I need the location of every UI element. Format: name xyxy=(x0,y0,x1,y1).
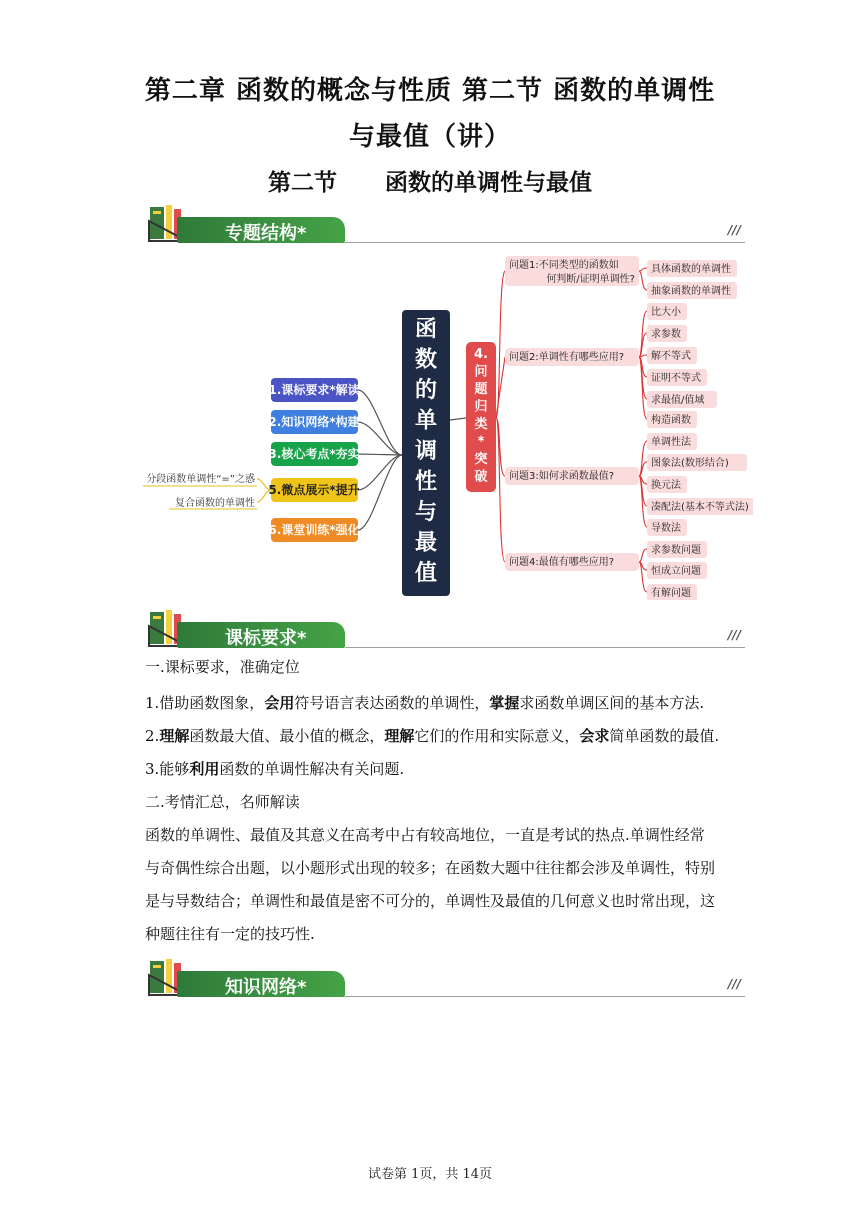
standard-item-1: 1.借助函数图象，会用符号语言表达函数的单调性，掌握求函数单调区间的基本方法. xyxy=(145,694,705,712)
banner-label: 专题结构* xyxy=(225,223,307,244)
section-banner-structure xyxy=(145,203,745,243)
mindmap-leaf-label: 抽象函数的单调性 xyxy=(651,286,731,297)
mindmap-left-node-label: 3.核心考点*夯实 xyxy=(268,447,360,461)
mindmap-left-node-label: 5.微点展示*提升 xyxy=(268,483,360,497)
mindmap-leaf-label: 换元法 xyxy=(651,480,681,491)
mindmap-leaf-label: 单调性法 xyxy=(651,437,691,448)
standards-heading: 一.课标要求，准确定位 xyxy=(145,658,300,676)
mindmap-question-label: 问题2:单调性有哪些应用? xyxy=(509,352,625,363)
mindmap-node-4-char: 问 xyxy=(474,364,488,380)
analysis-line-3: 是与导数结合；单调性和最值是密不可分的，单调性及最值的几何意义也时常出现，这 xyxy=(145,892,716,910)
banner-slashes: /// xyxy=(727,977,741,991)
mindmap-leaf-label: 构造函数 xyxy=(651,415,691,426)
section-banner-standards xyxy=(145,608,745,648)
mindmap-left-leaf: 复合函数的单调性 xyxy=(175,498,255,509)
mindmap-question-label: 问题4:最值有哪些应用? xyxy=(509,557,615,568)
mindmap-leaf-label: 证明不等式 xyxy=(651,373,701,384)
mindmap-leaf-label: 解不等式 xyxy=(651,351,691,362)
mindmap-leaf-label: 恒成立问题 xyxy=(651,566,701,577)
mindmap-node-4-char: 4. xyxy=(474,347,488,362)
mindmap-center-char: 与 xyxy=(414,500,438,525)
mindmap-center-char: 函 xyxy=(414,317,438,342)
mindmap-leaf-label: 凑配法(基本不等式法) xyxy=(651,502,749,513)
analysis-heading: 二.考情汇总，名师解读 xyxy=(145,793,300,811)
analysis-line-4: 种题往往有一定的技巧性. xyxy=(145,925,315,943)
banner-slashes: /// xyxy=(727,628,741,642)
mindmap-question-label: 问题1:不同类型的函数如 xyxy=(509,260,619,271)
mindmap-node-4-char: 类 xyxy=(474,417,488,432)
section-banner-network xyxy=(145,957,745,997)
mindmap-question-label: 问题3:如何求函数最值? xyxy=(509,471,615,482)
analysis-line-1: 函数的单调性、最值及其意义在高考中占有较高地位，一直是考试的热点.单调性经常 xyxy=(145,826,705,844)
mindmap-left-leaf: 分段函数单调性“=”之惑 xyxy=(146,474,255,485)
mindmap-node-4-char: 题 xyxy=(474,382,488,397)
doc-title-line-2: 与最值（讲） xyxy=(348,122,511,152)
mindmap-center-char: 值 xyxy=(414,561,438,586)
mindmap-question-label: 何判断/证明单调性? xyxy=(546,274,635,285)
mindmap-center-char: 最 xyxy=(414,530,438,556)
mindmap-left-node-label: 6.课堂训练*强化 xyxy=(268,523,360,537)
mindmap-left-node-label: 1.课标要求*解读 xyxy=(268,383,360,397)
mindmap-leaf-label: 具体函数的单调性 xyxy=(651,264,731,275)
mindmap-center-char: 调 xyxy=(414,439,438,464)
standard-item-2: 2.理解函数最大值、最小值的概念，理解它们的作用和实际意义，会求简单函数的最值. xyxy=(145,727,720,745)
mindmap-left-node-label: 2.知识网络*构建 xyxy=(268,415,360,429)
banner-slashes: /// xyxy=(727,223,741,237)
mindmap-center-char: 性 xyxy=(414,469,438,495)
mindmap-node-4-char: * xyxy=(477,434,485,450)
page-footer: 试卷第 1页，共 14页 xyxy=(367,1167,493,1182)
banner-label: 课标要求* xyxy=(225,628,307,649)
mindmap-node-4-char: 突 xyxy=(474,452,488,467)
mindmap-leaf-label: 导数法 xyxy=(651,523,681,534)
doc-title-line-1: 第二章 函数的概念与性质 第二节 函数的单调性 xyxy=(144,76,716,106)
mindmap-leaf-label: 比大小 xyxy=(651,307,681,318)
standard-item-3: 3.能够利用函数的单调性解决有关问题. xyxy=(145,760,405,778)
mindmap-center-char: 单 xyxy=(414,408,438,434)
mindmap-node-4-char: 归 xyxy=(474,399,488,415)
mindmap-leaf-label: 图象法(数形结合) xyxy=(651,458,729,469)
mindmap-leaf-label: 求最值/值域 xyxy=(651,395,705,406)
mindmap-center-char: 数 xyxy=(414,347,438,373)
mindmap-center-char: 的 xyxy=(414,378,438,403)
banner-label: 知识网络* xyxy=(225,977,307,998)
mindmap-node-4-char: 破 xyxy=(474,469,488,485)
mind-map xyxy=(143,250,753,600)
mindmap-leaf-label: 求参数问题 xyxy=(651,545,701,556)
mindmap-leaf-label: 有解问题 xyxy=(651,588,691,599)
section-subtitle: 第二节 函数的单调性与最值 xyxy=(267,170,593,196)
analysis-line-2: 与奇偶性综合出题，以小题形式出现的较多；在函数大题中往往都会涉及单调性，特别 xyxy=(145,859,716,877)
mindmap-leaf-label: 求参数 xyxy=(651,329,681,340)
